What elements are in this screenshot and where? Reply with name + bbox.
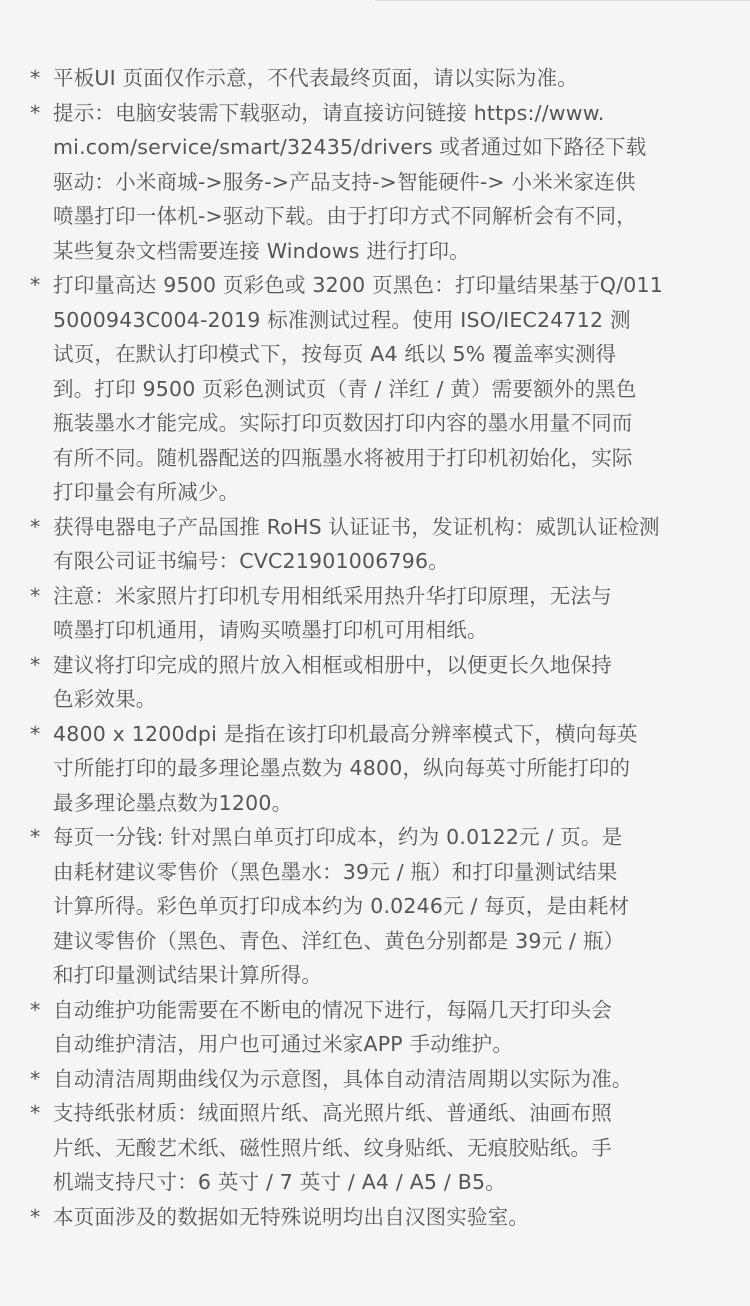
note-item <box>30 61 710 96</box>
note-text: 自动清洁周期曲线仅为示意图，具体自动清洁周期以实际为准。 <box>53 1066 633 1091</box>
note-item <box>30 648 710 717</box>
note-bullet: * <box>30 997 41 1022</box>
note-item <box>30 579 710 648</box>
note-text: 平板UI 页面仅作示意，不代表最终页面，请以实际为准。 <box>53 66 578 90</box>
note-text: 本页面涉及的数据如无特殊说明均出自汉图实验室。 <box>53 1204 530 1229</box>
note-item <box>30 993 710 1062</box>
note-item <box>30 1200 710 1235</box>
note-item <box>30 717 710 821</box>
note-text: 打印量高达 9500 页彩色或 3200 页黑色：打印量结果基于Q/011 5000943C004-2019 标准测试过程。使用 ISO/IEC24712 测 试页，在默认打印模式下，按每页 A4 纸以 5% 覆盖率实测得 到。打印 9500 页彩色测试页（青 / 洋红 / 黄）需要额外的黑色 瓶装墨水才能完成。实际打印页数因打印内容的墨水用量不同而 有所不同。随机器配送的四瓶墨水将被用于打印机初始化，实际 打印量会有所减少。 <box>53 273 663 504</box>
note-item <box>30 1096 710 1200</box>
note-bullet: * <box>30 100 41 125</box>
note-bullet: * <box>30 1101 41 1125</box>
note-text: 建议将打印完成的照片放入相框或相册中，以便更长久地保持 色彩效果。 <box>53 652 612 711</box>
note-bullet: * <box>30 652 41 677</box>
note-item <box>30 820 710 993</box>
top-divider <box>375 0 750 1</box>
note-bullet: * <box>30 1204 41 1229</box>
note-item <box>30 268 710 510</box>
note-text: 支持纸张材质：绒面照片纸、高光照片纸、普通纸、油画布照 片纸、无酸艺术纸、磁性照片纸、纹身贴纸、无痕胶贴纸。手 机端支持尺寸：6 英寸 / 7 英寸 / A4 / A5 / B5。 <box>53 1101 612 1194</box>
note-bullet: * <box>30 273 41 297</box>
note-text: 获得电器电子产品国推 RoHS 认证证书，发证机构：威凯认证检测 有限公司证书编号：CVC21901006796。 <box>53 514 660 573</box>
note-text: 4800 x 1200dpi 是指在该打印机最高分辨率模式下，横向每英 寸所能打印的最多理论墨点数为 4800，纵向每英寸所能打印的 最多理论墨点数为1200。 <box>53 721 638 815</box>
note-bullet: * <box>30 721 41 746</box>
note-text: 自动维护功能需要在不断电的情况下进行，每隔几天打印头会 自动维护清洁，用户也可通过米家APP 手动维护。 <box>53 997 612 1056</box>
note-item <box>30 510 710 579</box>
note-text: 每页一分钱: 针对黑白单页打印成本，约为 0.0122元 / 页。是 由耗材建议零售价（黑色墨水：39元 / 瓶）和打印量测试结果 计算所得。彩色单页打印成本约为 0.0246元 / 每页，是由耗材 建议零售价（黑色、青色、洋红色、黄色分别都是 39元 / 瓶） 和打印量测试结果计算所得。 <box>53 825 630 987</box>
note-text: 提示：电脑安装需下载驱动，请直接访问链接 https://www. mi.com/service/smart/32435/drivers 或者通过如下路径下载 驱动：小米商城->服务->产品支持->智能硬件-> 小米米家连供 喷墨打印一体机->驱动下载。由于打印方式不同解析会有不同， 某些复杂文档需要连接 Windows 进行打印。 <box>53 100 647 263</box>
note-item <box>30 1062 710 1097</box>
note-bullet: * <box>30 583 41 608</box>
disclaimer-notes-list <box>30 61 710 1234</box>
note-bullet: * <box>30 825 41 849</box>
note-bullet: * <box>30 514 41 539</box>
note-bullet: * <box>30 66 41 90</box>
note-text: 注意：米家照片打印机专用相纸采用热升华打印原理，无法与 喷墨打印机通用，请购买喷墨打印机可用相纸。 <box>53 583 612 642</box>
note-item <box>30 96 710 269</box>
note-bullet: * <box>30 1066 41 1091</box>
